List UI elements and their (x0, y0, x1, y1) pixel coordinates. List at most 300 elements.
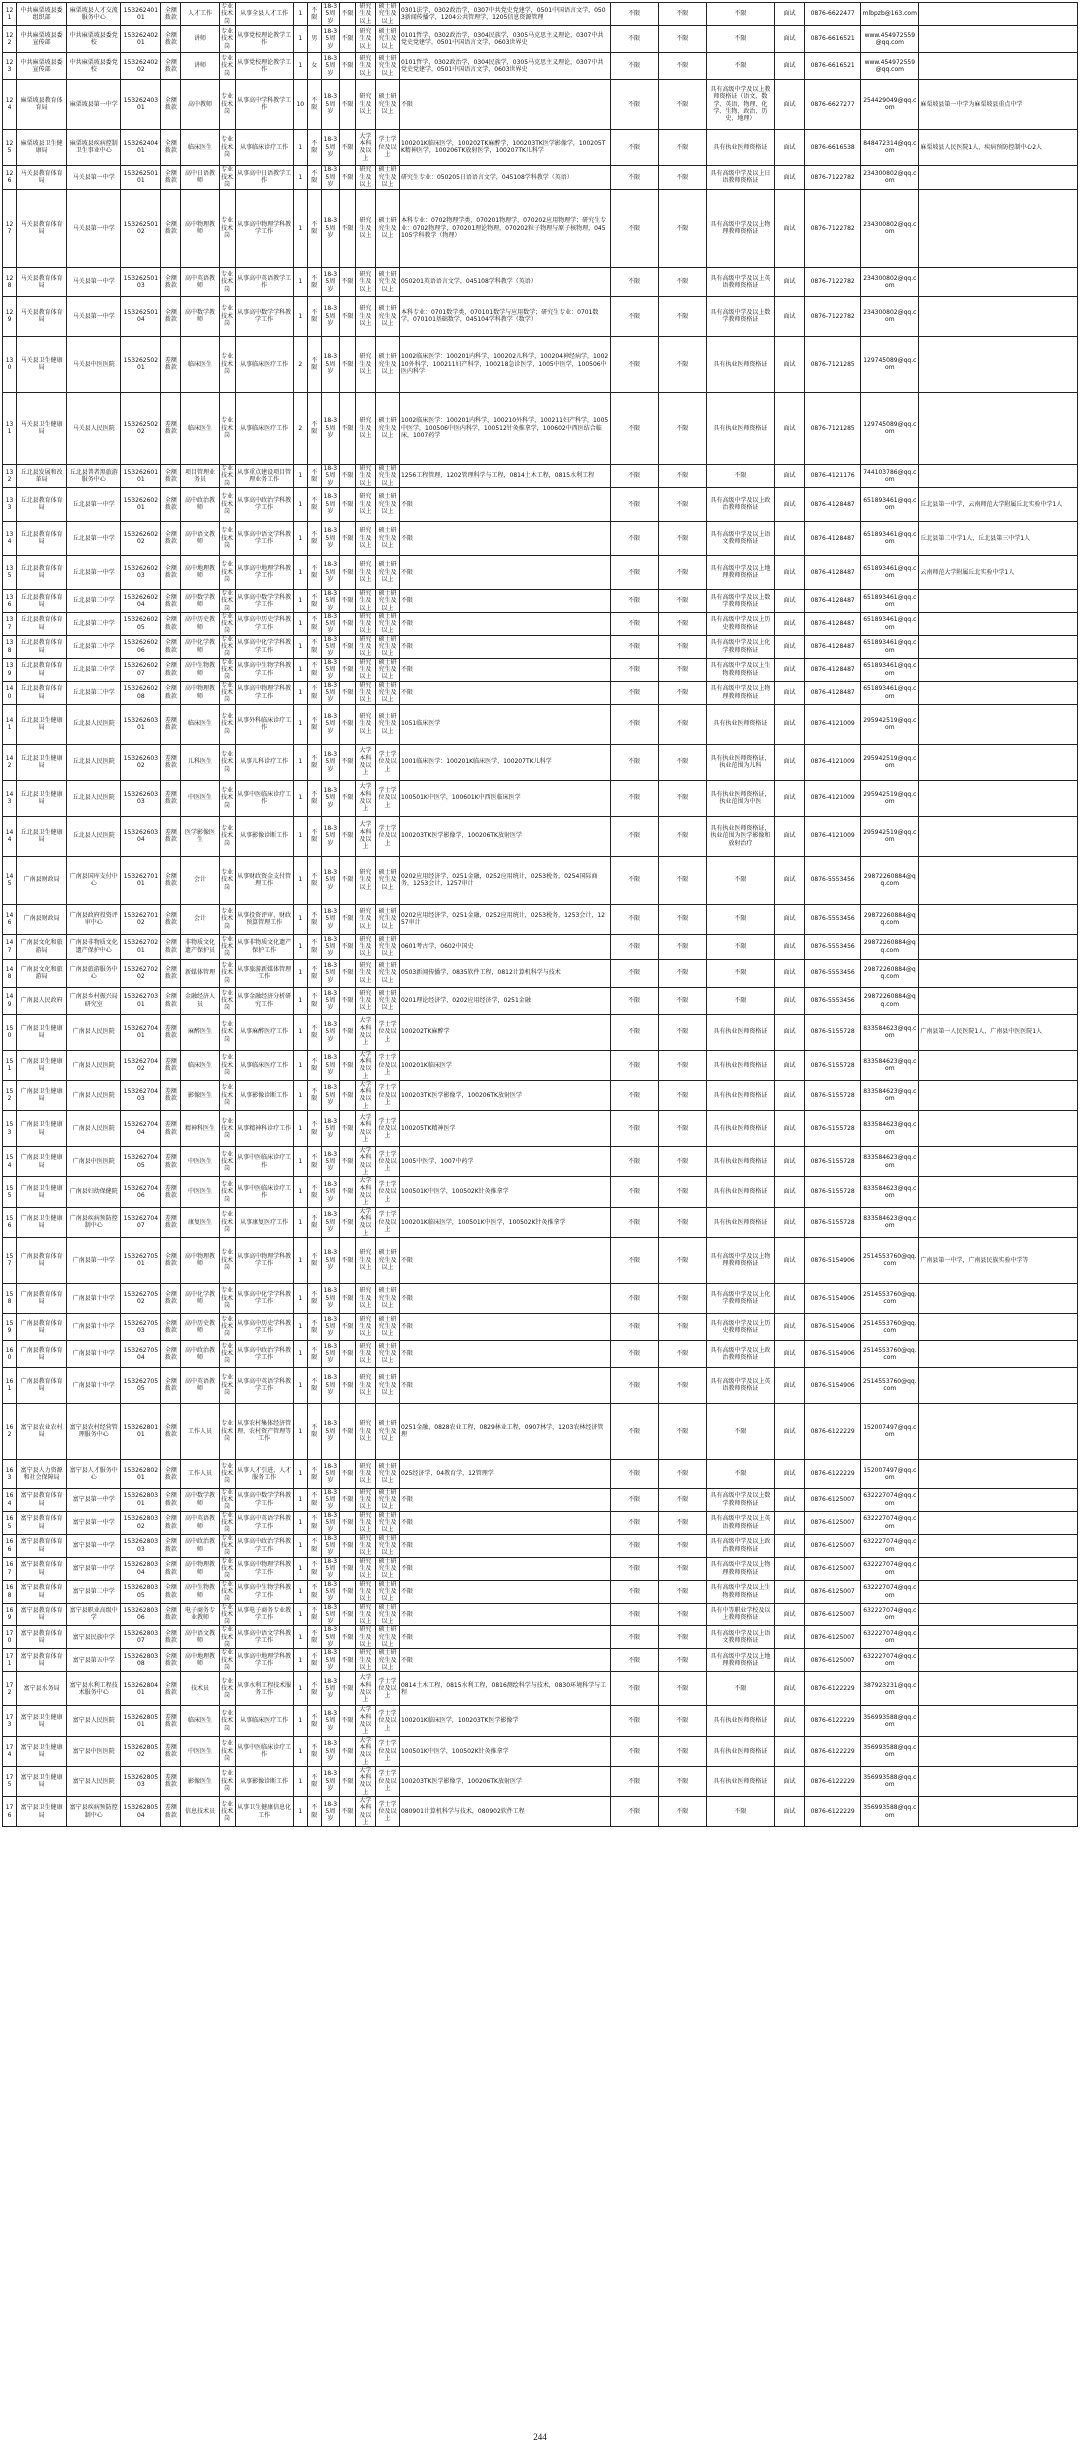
cell-education: 研究生及以上 (355, 635, 375, 658)
table-row (3, 464, 1078, 487)
cell-degree: 硕士研究生及以上 (375, 3, 399, 26)
cell-post-code: 15326270504 (121, 1340, 161, 1367)
cell-age: 18-35周岁 (321, 1111, 339, 1147)
cell-education: 研究生及以上 (355, 1626, 375, 1649)
cell-degree: 学士学位及以上 (375, 1736, 399, 1766)
cell-headcount: 1 (293, 1534, 307, 1557)
cell-contact-phone: 0876-5154906 (805, 1237, 861, 1283)
cell-headcount: 1 (293, 1050, 307, 1080)
cell-contact-phone: 0876-7122782 (805, 165, 861, 189)
cell-political-status: 不限 (610, 25, 658, 52)
table-row (3, 934, 1078, 959)
table-row (3, 1014, 1078, 1050)
cell-funding-type: 全额拨款 (161, 1237, 181, 1283)
cell-contact-phone: 0876-4121009 (805, 816, 861, 856)
cell-post-category: 专业技术岗 (219, 189, 235, 267)
cell-exam-method: 面试 (775, 1706, 805, 1736)
cell-education: 研究生及以上 (355, 1534, 375, 1557)
cell-exam-method: 面试 (775, 904, 805, 934)
cell-age: 18-35周岁 (321, 934, 339, 959)
cell-hukou: 不限 (658, 1603, 706, 1626)
cell-contact-phone: 0876-5553456 (805, 959, 861, 987)
cell-education: 研究生及以上 (355, 1649, 375, 1672)
cell-hukou: 不限 (658, 612, 706, 635)
cell-political-status: 不限 (610, 521, 658, 555)
cell-other-requirements: 具有执业医师资格证 (706, 392, 774, 464)
cell-post-description: 从事高中数学学科教学工作 (235, 1488, 293, 1511)
cell-remarks: 广南县第一中学，广南县民族实验中学等 (919, 1237, 1078, 1283)
cell-other-requirements: 不限 (706, 1403, 774, 1459)
cell-post-name: 高中化学教师 (181, 1283, 219, 1313)
cell-exam-method: 面试 (775, 704, 805, 744)
cell-exam-method: 面试 (775, 1367, 805, 1403)
cell-seq: 145 (3, 856, 17, 904)
cell-headcount: 1 (293, 904, 307, 934)
cell-exam-method: 面试 (775, 1080, 805, 1110)
cell-employer: 富宁县中医医院 (67, 1736, 121, 1766)
cell-gender: 不限 (307, 1488, 321, 1511)
cell-gender: 不限 (307, 612, 321, 635)
cell-contact-email: 632227074@qq.com (861, 1626, 919, 1649)
cell-other-requirements: 具有执业医师资格证 (706, 1147, 774, 1177)
cell-post-code: 15326280302 (121, 1511, 161, 1534)
cell-other-requirements: 不限 (706, 25, 774, 52)
cell-post-category: 专业技术岗 (219, 1283, 235, 1313)
cell-employer: 麻栗坡县疾病控制卫生事业中心 (67, 129, 121, 165)
cell-department: 丘北县发展和改革局 (17, 464, 67, 487)
cell-funding-type: 差额拨款 (161, 1736, 181, 1766)
cell-post-category: 专业技术岗 (219, 521, 235, 555)
cell-other-requirements: 不限 (706, 1459, 774, 1488)
cell-seq: 168 (3, 1580, 17, 1603)
cell-age: 18-35周岁 (321, 165, 339, 189)
cell-funding-type: 差额拨款 (161, 1706, 181, 1736)
cell-political-status: 不限 (610, 1403, 658, 1459)
cell-ethnicity: 不限 (339, 1403, 355, 1459)
cell-gender: 不限 (307, 1313, 321, 1340)
cell-headcount: 1 (293, 52, 307, 79)
cell-funding-type: 差额拨款 (161, 392, 181, 464)
cell-major: 100501K中医学，100601K中西医临床医学 (399, 780, 610, 816)
cell-contact-phone: 0876-6125007 (805, 1557, 861, 1580)
cell-education: 研究生及以上 (355, 1511, 375, 1534)
cell-seq: 166 (3, 1534, 17, 1557)
cell-political-status: 不限 (610, 555, 658, 589)
cell-employer: 广南县乡村振兴局研究室 (67, 987, 121, 1014)
cell-seq: 148 (3, 959, 17, 987)
cell-exam-method: 面试 (775, 1403, 805, 1459)
cell-gender: 不限 (307, 1672, 321, 1706)
cell-post-category: 专业技术岗 (219, 1050, 235, 1080)
cell-post-category: 专业技术岗 (219, 1340, 235, 1367)
cell-gender: 不限 (307, 521, 321, 555)
cell-degree: 硕士研究生及以上 (375, 1403, 399, 1459)
cell-remarks (919, 959, 1078, 987)
cell-gender: 不限 (307, 1580, 321, 1603)
cell-education: 大学本科及以上 (355, 780, 375, 816)
cell-post-name: 临床医生 (181, 1706, 219, 1736)
cell-seq: 122 (3, 25, 17, 52)
cell-education: 研究生及以上 (355, 1488, 375, 1511)
cell-hukou: 不限 (658, 1177, 706, 1207)
table-row (3, 1672, 1078, 1706)
cell-contact-email: 632227074@qq.com (861, 1534, 919, 1557)
cell-major: 研究生专业：050205日语语言文学，045108学科教学（英语） (399, 165, 610, 189)
cell-seq: 152 (3, 1080, 17, 1110)
cell-major: 100201K临床医学，100202TK麻醉学，100203TK医学影像学，100205TK精神医学，100206TK放射医学，100207TK儿科学 (399, 129, 610, 165)
cell-age: 18-35周岁 (321, 3, 339, 26)
cell-exam-method: 面试 (775, 1580, 805, 1603)
cell-seq: 165 (3, 1511, 17, 1534)
cell-department: 广南县人民政府 (17, 987, 67, 1014)
cell-other-requirements: 具有高级中学及以上物理教师资格证 (706, 189, 774, 267)
cell-remarks (919, 1313, 1078, 1340)
table-row (3, 1050, 1078, 1080)
cell-employer: 广南县人民医院 (67, 1014, 121, 1050)
cell-gender: 不限 (307, 681, 321, 704)
cell-other-requirements: 具有执业医师资格证 (706, 336, 774, 392)
cell-ethnicity: 不限 (339, 856, 355, 904)
cell-degree: 学士学位及以上 (375, 1672, 399, 1706)
cell-hukou: 不限 (658, 1488, 706, 1511)
cell-remarks: 丘北县第二中学1人，丘北县第三中学1人 (919, 521, 1078, 555)
cell-other-requirements: 具有高级中学及以上历史教师资格证 (706, 1313, 774, 1340)
cell-employer: 富宁县第五中学 (67, 1649, 121, 1672)
cell-seq: 121 (3, 3, 17, 26)
cell-degree: 硕士研究生及以上 (375, 165, 399, 189)
cell-gender: 不限 (307, 1080, 321, 1110)
cell-education: 研究生及以上 (355, 165, 375, 189)
cell-exam-method: 面试 (775, 1557, 805, 1580)
cell-department: 广南县教育体育局 (17, 1313, 67, 1340)
cell-post-code: 15326280305 (121, 1580, 161, 1603)
cell-political-status: 不限 (610, 1147, 658, 1177)
cell-department: 马关县教育体育局 (17, 165, 67, 189)
cell-education: 大学本科及以上 (355, 1706, 375, 1736)
cell-headcount: 1 (293, 1649, 307, 1672)
cell-political-status: 不限 (610, 1672, 658, 1706)
cell-exam-method: 面试 (775, 780, 805, 816)
cell-major: 0202应用经济学，0251金融，0252应用统计，0253税务，1253会计，1257审计 (399, 904, 610, 934)
cell-exam-method: 面试 (775, 658, 805, 681)
cell-headcount: 1 (293, 1340, 307, 1367)
cell-degree: 硕士研究生及以上 (375, 904, 399, 934)
cell-education: 研究生及以上 (355, 1313, 375, 1340)
cell-post-code: 15326280301 (121, 1488, 161, 1511)
cell-employer: 富宁县疾病预防控制中心 (67, 1797, 121, 1827)
cell-political-status: 不限 (610, 1367, 658, 1403)
cell-contact-phone: 0876-5154906 (805, 1367, 861, 1403)
cell-contact-email: 29872260884@qq.com (861, 987, 919, 1014)
cell-ethnicity: 不限 (339, 704, 355, 744)
cell-remarks (919, 1649, 1078, 1672)
cell-post-description: 从事高中物理学科教学工作 (235, 1557, 293, 1580)
cell-hukou: 不限 (658, 934, 706, 959)
cell-contact-phone: 0876-7122782 (805, 296, 861, 336)
cell-political-status: 不限 (610, 635, 658, 658)
cell-political-status: 不限 (610, 267, 658, 296)
cell-post-category: 专业技术岗 (219, 296, 235, 336)
cell-contact-phone: 0876-5154906 (805, 1340, 861, 1367)
table-row (3, 1649, 1078, 1672)
cell-post-code: 15326270501 (121, 1237, 161, 1283)
cell-exam-method: 面试 (775, 1626, 805, 1649)
cell-political-status: 不限 (610, 780, 658, 816)
cell-political-status: 不限 (610, 3, 658, 26)
cell-remarks: 麻栗坡县人民医院1人，疾病预防控制中心2人 (919, 129, 1078, 165)
cell-post-category: 专业技术岗 (219, 1557, 235, 1580)
cell-contact-phone: 0876-5155728 (805, 1080, 861, 1110)
cell-ethnicity: 不限 (339, 1511, 355, 1534)
cell-contact-email: 254429049@qq.com (861, 79, 919, 129)
cell-remarks (919, 1080, 1078, 1110)
cell-contact-phone: 0876-5154906 (805, 1313, 861, 1340)
cell-seq: 144 (3, 816, 17, 856)
cell-age: 18-35周岁 (321, 1580, 339, 1603)
cell-ethnicity: 不限 (339, 816, 355, 856)
cell-post-category: 专业技术岗 (219, 1736, 235, 1766)
table-row (3, 555, 1078, 589)
cell-employer: 广南县人民医院 (67, 1080, 121, 1110)
cell-other-requirements: 具有高级中学及以上政治教师资格证 (706, 487, 774, 521)
table-row (3, 1147, 1078, 1177)
cell-department: 广南县文化和旅游局 (17, 959, 67, 987)
cell-seq: 137 (3, 612, 17, 635)
cell-ethnicity: 不限 (339, 589, 355, 612)
cell-age: 18-35周岁 (321, 1797, 339, 1827)
cell-post-category: 专业技术岗 (219, 1534, 235, 1557)
cell-degree: 硕士研究生及以上 (375, 934, 399, 959)
cell-funding-type: 全额拨款 (161, 3, 181, 26)
cell-contact-email: 29872260884@qq.com (861, 959, 919, 987)
cell-post-name: 高中历史教师 (181, 612, 219, 635)
cell-gender: 不限 (307, 1649, 321, 1672)
cell-post-name: 儿科医生 (181, 744, 219, 780)
cell-post-name: 康复医生 (181, 1207, 219, 1237)
cell-post-description: 从事高中物理学科教学工作 (235, 1237, 293, 1283)
cell-department: 马关县教育体育局 (17, 296, 67, 336)
cell-contact-email: 29872260884@qq.com (861, 934, 919, 959)
cell-headcount: 1 (293, 189, 307, 267)
table-row (3, 3, 1078, 26)
cell-other-requirements: 具有执业医师资格证，执业范围为中医 (706, 780, 774, 816)
cell-hukou: 不限 (658, 816, 706, 856)
cell-gender: 不限 (307, 1177, 321, 1207)
cell-political-status: 不限 (610, 1177, 658, 1207)
cell-political-status: 不限 (610, 336, 658, 392)
cell-post-description: 从事高中数学学科教学工作 (235, 589, 293, 612)
cell-degree: 硕士研究生及以上 (375, 959, 399, 987)
cell-remarks (919, 1459, 1078, 1488)
cell-department: 富宁县卫生健康局 (17, 1797, 67, 1827)
cell-contact-email: 234300802@qq.com (861, 267, 919, 296)
cell-post-code: 15326260202 (121, 521, 161, 555)
cell-post-code: 15326270403 (121, 1080, 161, 1110)
cell-hukou: 不限 (658, 780, 706, 816)
cell-hukou: 不限 (658, 1580, 706, 1603)
cell-age: 18-35周岁 (321, 635, 339, 658)
cell-post-description: 从事麻醉医疗工作 (235, 1014, 293, 1050)
cell-department: 富宁县教育体育局 (17, 1580, 67, 1603)
cell-contact-phone: 0876-6122229 (805, 1459, 861, 1488)
cell-post-code: 15326270301 (121, 987, 161, 1014)
cell-seq: 135 (3, 555, 17, 589)
cell-exam-method: 面试 (775, 1488, 805, 1511)
cell-major: 不限 (399, 1511, 610, 1534)
cell-post-category: 专业技术岗 (219, 129, 235, 165)
cell-hukou: 不限 (658, 165, 706, 189)
cell-post-category: 专业技术岗 (219, 589, 235, 612)
cell-age: 18-35周岁 (321, 1283, 339, 1313)
cell-remarks: 云南师范大学附属丘北实验中学1人 (919, 555, 1078, 589)
cell-seq: 131 (3, 392, 17, 464)
cell-contact-phone: 0876-5154906 (805, 1283, 861, 1313)
cell-degree: 硕士研究生及以上 (375, 392, 399, 464)
cell-age: 18-35周岁 (321, 296, 339, 336)
cell-gender: 不限 (307, 934, 321, 959)
cell-ethnicity: 不限 (339, 658, 355, 681)
cell-major: 不限 (399, 658, 610, 681)
cell-hukou: 不限 (658, 79, 706, 129)
cell-contact-phone: 0876-6125007 (805, 1580, 861, 1603)
cell-funding-type: 全额拨款 (161, 129, 181, 165)
cell-political-status: 不限 (610, 1603, 658, 1626)
cell-contact-email: 29872260884@qq.com (861, 904, 919, 934)
cell-remarks (919, 612, 1078, 635)
cell-post-description: 从事高中物理学科教学工作 (235, 681, 293, 704)
cell-remarks (919, 1706, 1078, 1736)
cell-contact-email: 356993588@qq.com (861, 1706, 919, 1736)
cell-post-name: 高中物理教师 (181, 189, 219, 267)
cell-funding-type: 全额拨款 (161, 1367, 181, 1403)
cell-gender: 男 (307, 25, 321, 52)
cell-ethnicity: 不限 (339, 1340, 355, 1367)
cell-degree: 学士学位及以上 (375, 1766, 399, 1796)
cell-degree: 学士学位及以上 (375, 1207, 399, 1237)
cell-major: 1256工程管理，1202管理科学与工程，0814土木工程，0815水利工程 (399, 464, 610, 487)
cell-funding-type: 全额拨款 (161, 1672, 181, 1706)
cell-post-code: 15326270202 (121, 959, 161, 987)
cell-age: 18-35周岁 (321, 267, 339, 296)
cell-seq: 173 (3, 1706, 17, 1736)
cell-post-name: 高中地理教师 (181, 555, 219, 589)
cell-post-code: 15326240301 (121, 79, 161, 129)
cell-post-category: 专业技术岗 (219, 635, 235, 658)
cell-education: 研究生及以上 (355, 1367, 375, 1403)
cell-department: 广南县财政局 (17, 856, 67, 904)
cell-post-code: 15326280501 (121, 1706, 161, 1736)
cell-seq: 139 (3, 658, 17, 681)
cell-political-status: 不限 (610, 744, 658, 780)
cell-post-code: 15326250101 (121, 165, 161, 189)
cell-post-category: 专业技术岗 (219, 1147, 235, 1177)
cell-department: 广南县卫生健康局 (17, 1147, 67, 1177)
cell-post-code: 15326260304 (121, 816, 161, 856)
cell-ethnicity: 不限 (339, 780, 355, 816)
cell-other-requirements: 具有高级中学及以上政治教师资格证 (706, 1534, 774, 1557)
cell-contact-email: 356993588@qq.com (861, 1797, 919, 1827)
cell-department: 广南县卫生健康局 (17, 1050, 67, 1080)
cell-post-description: 从事水利工程技术服务工作 (235, 1672, 293, 1706)
cell-major: 不限 (399, 589, 610, 612)
cell-degree: 硕士研究生及以上 (375, 52, 399, 79)
cell-seq: 159 (3, 1313, 17, 1340)
cell-seq: 140 (3, 681, 17, 704)
cell-hukou: 不限 (658, 555, 706, 589)
cell-funding-type: 差额拨款 (161, 1080, 181, 1110)
cell-contact-email: 632227074@qq.com (861, 1511, 919, 1534)
cell-gender: 不限 (307, 744, 321, 780)
cell-political-status: 不限 (610, 959, 658, 987)
cell-hukou: 不限 (658, 1534, 706, 1557)
cell-post-description: 从事临床诊疗工作 (235, 129, 293, 165)
cell-funding-type: 全额拨款 (161, 1534, 181, 1557)
cell-major: 100203TK医学影像学，100206TK放射医学 (399, 816, 610, 856)
cell-ethnicity: 不限 (339, 336, 355, 392)
cell-headcount: 1 (293, 129, 307, 165)
cell-employer: 丘北县第二中学 (67, 589, 121, 612)
cell-age: 18-35周岁 (321, 1340, 339, 1367)
cell-degree: 硕士研究生及以上 (375, 1313, 399, 1340)
cell-exam-method: 面试 (775, 189, 805, 267)
cell-remarks (919, 1534, 1078, 1557)
cell-major: 本科专业：0702物理学类，070201物理学，070202应用物理学；研究生专业：0702物理学，070201理论物理，070202粒子物理与原子核物理，045105学科教学（物理） (399, 189, 610, 267)
cell-contact-email: 651893461@qq.com (861, 681, 919, 704)
cell-age: 18-35周岁 (321, 658, 339, 681)
cell-post-category: 专业技术岗 (219, 1237, 235, 1283)
cell-gender: 不限 (307, 704, 321, 744)
cell-headcount: 1 (293, 856, 307, 904)
table-row (3, 1797, 1078, 1827)
cell-headcount: 1 (293, 1111, 307, 1147)
cell-post-code: 15326260208 (121, 681, 161, 704)
cell-ethnicity: 不限 (339, 1706, 355, 1736)
cell-political-status: 不限 (610, 1459, 658, 1488)
cell-exam-method: 面试 (775, 681, 805, 704)
cell-degree: 硕士研究生及以上 (375, 555, 399, 589)
cell-funding-type: 差额拨款 (161, 704, 181, 744)
cell-contact-email: 2514553760@qq.com (861, 1313, 919, 1340)
cell-hukou: 不限 (658, 1672, 706, 1706)
cell-gender: 不限 (307, 1534, 321, 1557)
cell-post-category: 专业技术岗 (219, 1207, 235, 1237)
cell-contact-email: 152007497@qq.com (861, 1459, 919, 1488)
cell-post-category: 专业技术岗 (219, 1367, 235, 1403)
cell-post-description: 从事党校理论教学工作 (235, 52, 293, 79)
cell-degree: 硕士研究生及以上 (375, 25, 399, 52)
cell-hukou: 不限 (658, 1050, 706, 1080)
cell-major: 0101哲学，0302政治学，0304民族学，0305马克思主义理论，0307中共党史党建学，0501中国语言文学，0603世界史 (399, 25, 610, 52)
cell-political-status: 不限 (610, 1237, 658, 1283)
cell-age: 18-35周岁 (321, 25, 339, 52)
cell-post-description: 从事高中历史学科教学工作 (235, 612, 293, 635)
cell-exam-method: 面试 (775, 1672, 805, 1706)
cell-post-name: 工作人员 (181, 1459, 219, 1488)
cell-remarks: 广南县第一人民医院1人，广南县中医医院1人 (919, 1014, 1078, 1050)
table-row (3, 189, 1078, 267)
cell-age: 18-35周岁 (321, 1367, 339, 1403)
cell-headcount: 1 (293, 1580, 307, 1603)
cell-gender: 不限 (307, 1736, 321, 1766)
cell-employer: 丘北县第二中学 (67, 612, 121, 635)
cell-headcount: 1 (293, 296, 307, 336)
cell-remarks (919, 1340, 1078, 1367)
cell-other-requirements: 具有执业医师资格证 (706, 1766, 774, 1796)
cell-post-description: 从事高中生物学科教学工作 (235, 658, 293, 681)
cell-post-category: 专业技术岗 (219, 934, 235, 959)
table-row (3, 856, 1078, 904)
cell-funding-type: 全额拨款 (161, 904, 181, 934)
